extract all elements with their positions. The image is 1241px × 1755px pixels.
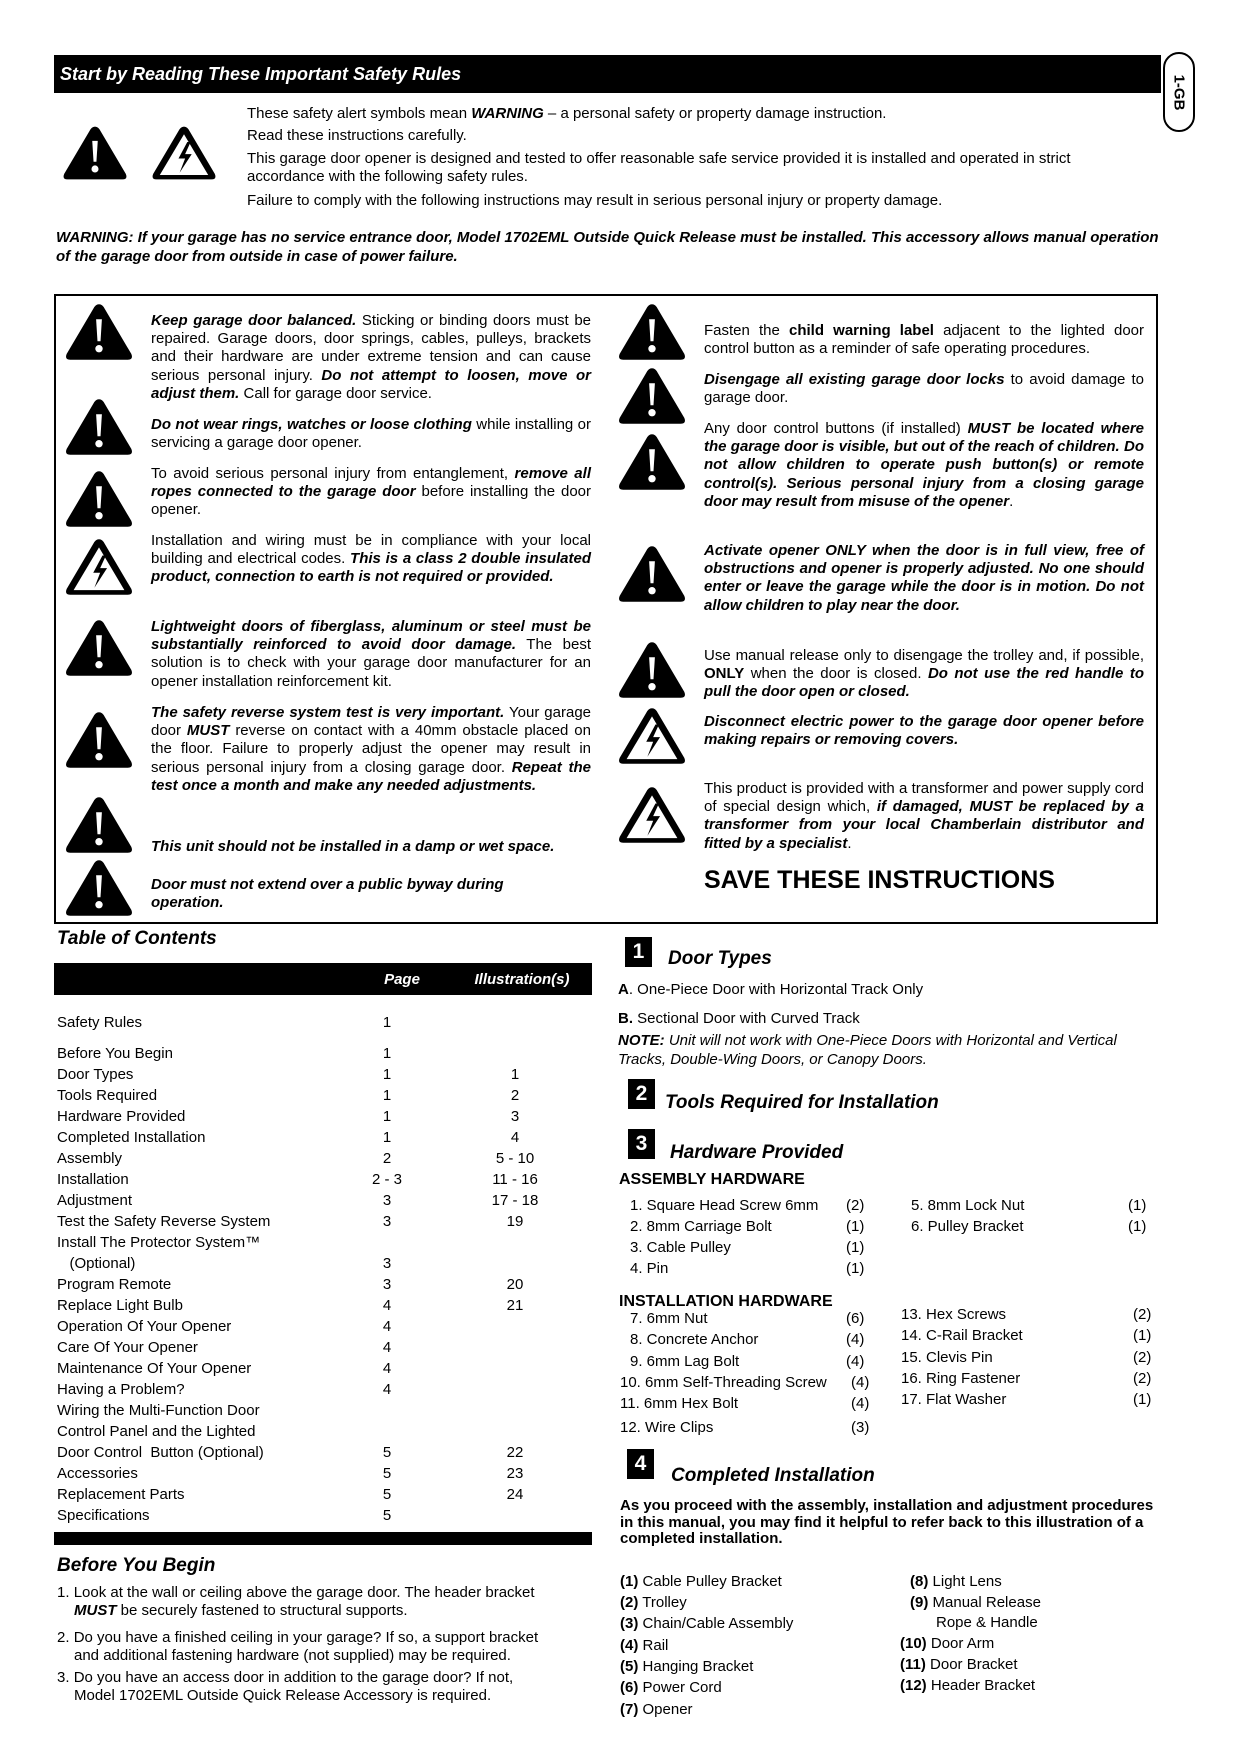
rule-text: Do not wear rings, watches or loose clothing	[151, 416, 472, 433]
toc-row-page: 5	[382, 1507, 392, 1524]
item-number: 1.	[57, 1584, 70, 1601]
part-item	[620, 1678, 722, 1697]
warning-word: WARNING	[471, 105, 544, 122]
hardware-item	[630, 1308, 708, 1329]
intro-line-1: These safety alert symbols mean WARNING – a personal safety or property damage instruction.	[247, 105, 887, 122]
safety-rule	[704, 322, 1144, 358]
toc-row-title: Operation Of Your Opener	[57, 1318, 232, 1335]
hardware-qty: (1)	[1133, 1391, 1152, 1408]
warning-icon	[64, 302, 134, 362]
hardware-name: 12. Wire Clips	[620, 1419, 714, 1436]
intro-line-3: This garage door opener is designed and tested to offer reasonable safe service provided it is installed and operated in strict accordance with the following safety rules.	[247, 150, 1071, 185]
warning-icon	[617, 544, 687, 604]
warning-icon	[64, 858, 134, 918]
completed-installation-intro: As you proceed with the assembly, installation and adjustment procedures in this manual, you may find it helpful to refer back to this illustration of a completed installation.	[620, 1497, 1154, 1547]
toc-row-title: Assembly	[57, 1150, 123, 1167]
hardware-name: 2. 8mm Carriage Bolt	[630, 1218, 772, 1235]
toc-row-title: Specifications	[57, 1507, 150, 1524]
hardware-item	[630, 1329, 758, 1350]
toc-row	[57, 1127, 597, 1148]
safety-rule	[151, 838, 591, 856]
toc-row-title: Care Of Your Opener	[57, 1339, 198, 1356]
rule-text: if damaged, MUST be replaced by a transformer from your local Chamberlain distributor and fitted by a specialist	[704, 798, 1144, 852]
warning-icon	[617, 366, 687, 426]
item-line	[57, 1669, 597, 1687]
toc-row-title: Adjustment	[57, 1192, 133, 1209]
toc-row	[57, 1421, 597, 1442]
hardware-item	[620, 1372, 827, 1393]
rule-text: .	[1009, 492, 1014, 510]
before-you-begin-item	[57, 1584, 597, 1620]
part-name: Header Bracket	[930, 1677, 1036, 1694]
toc-bottom-rule	[54, 1532, 592, 1545]
part-item	[910, 1593, 1041, 1612]
hardware-name: 5. 8mm Lock Nut	[911, 1197, 1025, 1214]
toc-row-illustrations: 4	[510, 1129, 520, 1146]
rule-text: child warning label	[789, 322, 934, 339]
toc-row-title: Door Types	[57, 1066, 134, 1083]
toc-row	[57, 1253, 597, 1274]
part-item	[910, 1572, 1002, 1591]
part-number: (7)	[620, 1701, 639, 1718]
hardware-item	[901, 1368, 1020, 1389]
toc-row-page: 3	[382, 1192, 392, 1209]
part-name: Rail	[642, 1637, 669, 1654]
rule-text: Fasten the	[704, 322, 789, 339]
safety-rule	[704, 371, 1144, 407]
part-number: (11)	[900, 1656, 926, 1673]
rule-text: The safety reverse system test is very important.	[151, 704, 505, 721]
safety-rule	[151, 465, 591, 520]
toc-row-title: (Optional)	[57, 1255, 136, 1272]
item-text: be securely fastened to structural supports.	[116, 1602, 408, 1619]
hardware-qty: (1)	[846, 1239, 865, 1256]
toc-row-page: 4	[382, 1318, 392, 1335]
part-number: (6)	[620, 1679, 639, 1696]
toc-row-title: Maintenance Of Your Opener	[57, 1360, 252, 1377]
item-text: Do you have a finished ceiling in your garage? If so, a support bracket	[73, 1629, 539, 1646]
toc-row-title: Install The Protector System™	[57, 1234, 261, 1251]
part-item	[620, 1657, 753, 1676]
installation-hardware-title: INSTALLATION HARDWARE	[619, 1293, 833, 1310]
toc-row	[57, 1169, 597, 1190]
toc-row-page: 3	[382, 1255, 392, 1272]
part-name: Door Bracket	[930, 1656, 1018, 1673]
hardware-name: 8. Concrete Anchor	[630, 1331, 759, 1348]
part-number: (3)	[620, 1615, 639, 1632]
warning-icon	[64, 469, 134, 529]
toc-row-page: 4	[382, 1297, 392, 1314]
hardware-qty: (2)	[1133, 1349, 1152, 1366]
safety-rule	[151, 532, 591, 587]
toc-row	[57, 1442, 597, 1463]
toc-row	[57, 1295, 597, 1316]
part-number: (8)	[910, 1573, 929, 1590]
intro-line-2: Read these instructions carefully.	[247, 127, 467, 144]
shock-warning-icon	[617, 785, 687, 845]
part-item	[620, 1636, 668, 1655]
rule-text: reverse on contact with a 40mm obstacle placed on the floor. Failure to properly adjust the opener may result in serious personal injury from a closing garage door.	[151, 722, 591, 776]
hardware-item	[620, 1393, 738, 1414]
hardware-qty: (4)	[851, 1395, 870, 1412]
rule-text: adjacent to the lighted door control button as a reminder of safe operating procedures.	[704, 322, 1144, 358]
item-line	[57, 1629, 597, 1647]
rule-text: when the door is closed.	[744, 665, 928, 683]
item-line	[57, 1687, 597, 1705]
toc-row-title: Safety Rules	[57, 1014, 143, 1031]
hardware-qty: (2)	[1133, 1370, 1152, 1387]
item-text: Look at the wall or ceiling above the garage door. The header bracket	[73, 1584, 535, 1601]
hardware-qty: (1)	[846, 1260, 865, 1277]
toc-row-page: 4	[382, 1381, 392, 1398]
part-number: (9)	[910, 1594, 929, 1611]
completed-installation-title: Completed Installation	[671, 1465, 875, 1486]
rule-text: Do not use the red handle to pull the door open or closed.	[704, 665, 1144, 701]
before-you-begin-item	[57, 1629, 597, 1665]
rule-text: This product is provided with a transformer and power supply cord of special design which,	[704, 780, 1144, 816]
hardware-qty: (1)	[1133, 1327, 1152, 1344]
toc-row-title: Control Panel and the Lighted	[57, 1423, 256, 1440]
part-name: Power Cord	[642, 1679, 722, 1696]
toc-row	[57, 1463, 597, 1484]
rule-text: Sticking or binding doors must be repaired. Garage doors, door springs, cables, pulleys, brackets and their hardware are under extreme tension and can cause serious personal injury.	[151, 312, 592, 384]
part-number: (5)	[620, 1658, 639, 1675]
toc-header	[54, 963, 592, 995]
safety-rule	[151, 312, 591, 403]
safety-rule	[704, 647, 1144, 702]
toc-row-title: Door Control Button (Optional)	[57, 1444, 264, 1461]
section-number-1: 1	[625, 937, 652, 967]
hardware-name: 6. Pulley Bracket	[911, 1218, 1024, 1235]
safety-rule	[704, 713, 1144, 749]
rule-text: The best solution is to check with your garage door manufacturer for an opener installation reinforcement kit.	[151, 636, 591, 690]
banner-title: Start by Reading These Important Safety Rules	[60, 64, 462, 84]
part-number: (4)	[620, 1637, 639, 1654]
part-item	[620, 1700, 693, 1719]
item-number: 2.	[57, 1629, 70, 1646]
hardware-name: 10. 6mm Self-Threading Screw	[620, 1374, 827, 1391]
rule-text: MUST	[186, 722, 230, 740]
toc-row-illustrations: 24	[506, 1486, 524, 1503]
toc-row-title: Having a Problem?	[57, 1381, 185, 1398]
toc-row-title: Wiring the Multi-Function Door	[57, 1402, 260, 1419]
warning-icon	[617, 432, 687, 492]
part-number: (10)	[900, 1635, 927, 1652]
toc-row-page: 4	[382, 1339, 392, 1356]
toc-row-page: 4	[382, 1360, 392, 1377]
rule-text: Any door control buttons (if installed)	[704, 420, 968, 437]
part-name: Opener	[642, 1701, 693, 1718]
hardware-name: 3. Cable Pulley	[630, 1239, 731, 1256]
part-name: Trolley	[642, 1594, 687, 1611]
top-warning: WARNING: If your garage has no service entrance door, Model 1702EML Outside Quick Release must be installed. This accessory allows manual operation of the garage door from outside in case of power failure.	[56, 229, 1159, 265]
hardware-qty: (1)	[1128, 1218, 1147, 1235]
hardware-item	[911, 1216, 1024, 1237]
toc-row-title: Installation	[57, 1171, 129, 1188]
hardware-name: 13. Hex Screws	[901, 1306, 1007, 1323]
page-tab-label: 1-GB	[1170, 74, 1188, 110]
page-tab	[1163, 52, 1195, 132]
toc-row-page: 1	[382, 1087, 392, 1104]
assembly-hardware-title: ASSEMBLY HARDWARE	[619, 1171, 805, 1188]
door-types-title: Door Types	[668, 948, 772, 969]
warning-icon	[617, 302, 687, 362]
item-text: Model 1702EML Outside Quick Release Accessory is required.	[74, 1687, 492, 1704]
safety-rule	[704, 420, 1144, 511]
hardware-name: 1. Square Head Screw 6mm	[630, 1197, 819, 1214]
hardware-provided-title: Hardware Provided	[670, 1142, 844, 1163]
save-instructions: SAVE THESE INSTRUCTIONS	[704, 866, 1055, 894]
rule-text: Do not attempt to loosen, move or adjust them.	[151, 366, 592, 402]
toc-row-page: 1	[382, 1045, 392, 1062]
hardware-item	[630, 1195, 818, 1216]
emphasis: MUST	[74, 1602, 117, 1619]
hardware-qty: (4)	[851, 1374, 870, 1391]
warning-icon	[64, 795, 134, 855]
hardware-qty: (6)	[846, 1310, 865, 1327]
hardware-qty: (1)	[1128, 1197, 1147, 1214]
part-number: (2)	[620, 1594, 639, 1611]
hardware-name: 14. C-Rail Bracket	[901, 1327, 1023, 1344]
tools-required-title: Tools Required for Installation	[665, 1092, 939, 1113]
toc-row	[57, 1211, 597, 1232]
rule-text: while installing or servicing a garage door opener.	[151, 416, 591, 452]
toc-row-page: 5	[382, 1444, 392, 1461]
toc-row-illustrations: 1	[510, 1066, 520, 1083]
rule-text: Call for garage door service.	[239, 384, 432, 402]
warning-icon	[64, 397, 134, 457]
rule-text: Disengage all existing garage door locks	[704, 371, 1005, 388]
safety-rule	[151, 618, 591, 691]
part-name: Chain/Cable Assembly	[642, 1615, 794, 1632]
rule-text: To avoid serious personal injury from entanglement,	[151, 465, 515, 482]
warning-icon	[617, 640, 687, 700]
rule-text: Keep garage door balanced.	[151, 312, 357, 329]
rule-text: Disconnect electric power to the garage door opener before making repairs or removing covers.	[704, 713, 1144, 749]
toc-row	[57, 1043, 597, 1064]
toc-row-title: Replace Light Bulb	[57, 1297, 183, 1314]
safety-rule	[704, 542, 1144, 615]
hardware-name: 15. Clevis Pin	[901, 1349, 993, 1366]
part-item	[620, 1572, 782, 1591]
door-types-note: NOTE: Unit will not work with One-Piece Doors with Horizontal and Vertical Tracks, Double-Wing Doors, or Canopy Doors.	[618, 1032, 1117, 1068]
shock-warning-icon	[151, 124, 217, 182]
rule-text: before installing the door opener.	[151, 483, 592, 519]
hardware-item	[630, 1216, 772, 1237]
toc-col-illustrations: Illustration(s)	[474, 971, 570, 988]
toc-row	[57, 1190, 597, 1211]
section-number-3: 3	[628, 1129, 655, 1159]
before-you-begin-title: Before You Begin	[57, 1555, 216, 1576]
toc-row	[57, 1012, 597, 1033]
hardware-qty: (1)	[846, 1218, 865, 1235]
hardware-qty: (4)	[846, 1353, 865, 1370]
part-name: Rope & Handle	[936, 1614, 1038, 1631]
door-type-a: A. One-Piece Door with Horizontal Track Only	[618, 981, 924, 998]
part-number: (12)	[900, 1677, 927, 1694]
safety-rule	[151, 876, 551, 912]
rule-text: Installation and wiring must be in compliance with your local building and electrical codes.	[151, 532, 591, 568]
rule-text: MUST be located where the garage door is visible, but out of the reach of children. Do not allow children to operate push button(s) or remote control(s). Serious personal injury from a closing garage door may result from misuse of the opener	[704, 420, 1144, 510]
toc-row-title: Tools Required	[57, 1087, 158, 1104]
hardware-qty: (2)	[1133, 1306, 1152, 1323]
rule-text: remove all ropes connected to the garage door	[151, 465, 591, 501]
section-number-2: 2	[628, 1079, 655, 1109]
hardware-item	[911, 1195, 1024, 1216]
hardware-item	[630, 1237, 731, 1258]
hardware-item	[630, 1258, 668, 1279]
hardware-name: 16. Ring Fastener	[901, 1370, 1021, 1387]
toc-row	[57, 1379, 597, 1400]
hardware-name: 7. 6mm Nut	[630, 1310, 708, 1327]
toc-row-page: 1	[382, 1129, 392, 1146]
toc-row	[57, 1505, 597, 1526]
toc-row-illustrations: 3	[510, 1108, 520, 1125]
rule-text: Activate opener ONLY when the door is in full view, free of obstructions and opener is properly adjusted. No one should enter or leave the garage while the door is in motion. Do not allow children to play near the door.	[704, 542, 1144, 614]
item-line	[57, 1584, 597, 1602]
rule-text: .	[847, 834, 852, 852]
toc-title: Table of Contents	[57, 928, 217, 949]
part-name: Manual Release	[932, 1594, 1041, 1611]
hardware-name: 9. 6mm Lag Bolt	[630, 1353, 740, 1370]
toc-row-page: 3	[382, 1276, 392, 1293]
rule-text: Repeat the test once a month and make any needed adjustments.	[151, 758, 592, 794]
part-number: (1)	[620, 1573, 639, 1590]
shock-warning-icon	[617, 706, 687, 766]
toc-col-page: Page	[384, 971, 420, 988]
intro-line-4: Failure to comply with the following instructions may result in serious personal injury or property damage.	[247, 192, 943, 209]
toc-row-page: 1	[382, 1014, 392, 1031]
toc-row	[57, 1358, 597, 1379]
part-item	[620, 1593, 687, 1612]
part-item	[936, 1613, 1038, 1632]
rule-text: This unit should not be installed in a damp or wet space.	[151, 838, 555, 855]
warning-icon	[64, 710, 134, 770]
warning-icon	[64, 618, 134, 678]
shock-warning-icon	[64, 537, 134, 597]
safety-rule	[704, 780, 1144, 853]
part-item	[620, 1614, 793, 1633]
hardware-qty: (3)	[851, 1419, 870, 1436]
item-line	[57, 1602, 597, 1620]
hardware-name: 4. Pin	[630, 1260, 669, 1277]
item-text: Do you have an access door in addition to the garage door? If not,	[73, 1669, 514, 1686]
toc-row	[57, 1337, 597, 1358]
toc-row-title: Before You Begin	[57, 1045, 173, 1062]
hardware-item	[630, 1351, 739, 1372]
rule-text: ONLY	[704, 665, 745, 683]
toc-row	[57, 1274, 597, 1295]
safety-rule	[151, 416, 591, 452]
rule-text: Your garage door	[151, 704, 592, 740]
part-name: Cable Pulley Bracket	[642, 1573, 782, 1590]
toc-row-illustrations: 11 - 16	[492, 1171, 538, 1188]
rule-text: to avoid damage to garage door.	[704, 371, 1144, 407]
toc-row-illustrations: 21	[506, 1297, 524, 1314]
toc-row	[57, 1484, 597, 1505]
page-banner	[54, 55, 1161, 93]
toc-row-page: 5	[382, 1465, 392, 1482]
part-name: Door Arm	[930, 1635, 995, 1652]
door-type-b: B. Sectional Door with Curved Track	[618, 1010, 860, 1027]
toc-row-page: 2 - 3	[371, 1171, 402, 1188]
hardware-item	[901, 1389, 1006, 1410]
item-line	[57, 1647, 597, 1665]
hardware-name: 17. Flat Washer	[901, 1391, 1007, 1408]
part-item	[900, 1634, 994, 1653]
part-name: Hanging Bracket	[642, 1658, 754, 1675]
toc-row-title: Hardware Provided	[57, 1108, 186, 1125]
toc-row-title: Test the Safety Reverse System	[57, 1213, 271, 1230]
toc-row	[57, 1106, 597, 1127]
safety-rule	[151, 704, 591, 795]
hardware-qty: (4)	[846, 1331, 865, 1348]
toc-row	[57, 1316, 597, 1337]
hardware-qty: (2)	[846, 1197, 865, 1214]
part-item	[900, 1676, 1035, 1695]
toc-row	[57, 1085, 597, 1106]
toc-row-title: Completed Installation	[57, 1129, 206, 1146]
toc-row-page: 2	[382, 1150, 392, 1167]
toc-row	[57, 1148, 597, 1169]
toc-row-illustrations: 22	[506, 1444, 524, 1461]
rule-text: This is a class 2 double insulated product, connection to earth is not required or provided.	[151, 550, 591, 586]
toc-row-illustrations: 19	[506, 1213, 524, 1230]
toc-row	[57, 1400, 597, 1421]
warning-icon	[62, 124, 128, 182]
toc-row-illustrations: 23	[506, 1465, 524, 1482]
toc-row	[57, 1064, 597, 1085]
item-text: and additional fastening hardware (not supplied) may be required.	[74, 1647, 511, 1664]
part-name: Light Lens	[932, 1573, 1002, 1590]
toc-row-page: 1	[382, 1108, 392, 1125]
toc-row	[57, 1232, 597, 1253]
toc-row-page: 5	[382, 1486, 392, 1503]
hardware-item	[901, 1304, 1006, 1325]
before-you-begin-item	[57, 1669, 597, 1705]
toc-row-illustrations: 17 - 18	[491, 1192, 539, 1209]
item-number: 3.	[57, 1669, 70, 1686]
toc-row-page: 3	[382, 1213, 392, 1230]
rule-text: Use manual release only to disengage the trolley and, if possible,	[704, 647, 1144, 664]
toc-row-illustrations: 2	[510, 1087, 520, 1104]
toc-row-illustrations: 20	[506, 1276, 524, 1293]
toc-row-title: Replacement Parts	[57, 1486, 185, 1503]
hardware-name: 11. 6mm Hex Bolt	[620, 1395, 739, 1412]
toc-row-title: Program Remote	[57, 1276, 172, 1293]
section-number-4: 4	[627, 1449, 654, 1479]
toc-row-page: 1	[382, 1066, 392, 1083]
hardware-item	[901, 1325, 1023, 1346]
rule-text: Lightweight doors of fiberglass, aluminum or steel must be substantially reinforced to avoid door damage.	[151, 618, 591, 654]
hardware-item	[901, 1347, 993, 1368]
part-item	[900, 1655, 1018, 1674]
rule-text: Door must not extend over a public byway during operation.	[151, 876, 504, 912]
toc-row-title: Accessories	[57, 1465, 138, 1482]
hardware-item	[620, 1417, 713, 1438]
toc-row-illustrations: 5 - 10	[495, 1150, 535, 1167]
